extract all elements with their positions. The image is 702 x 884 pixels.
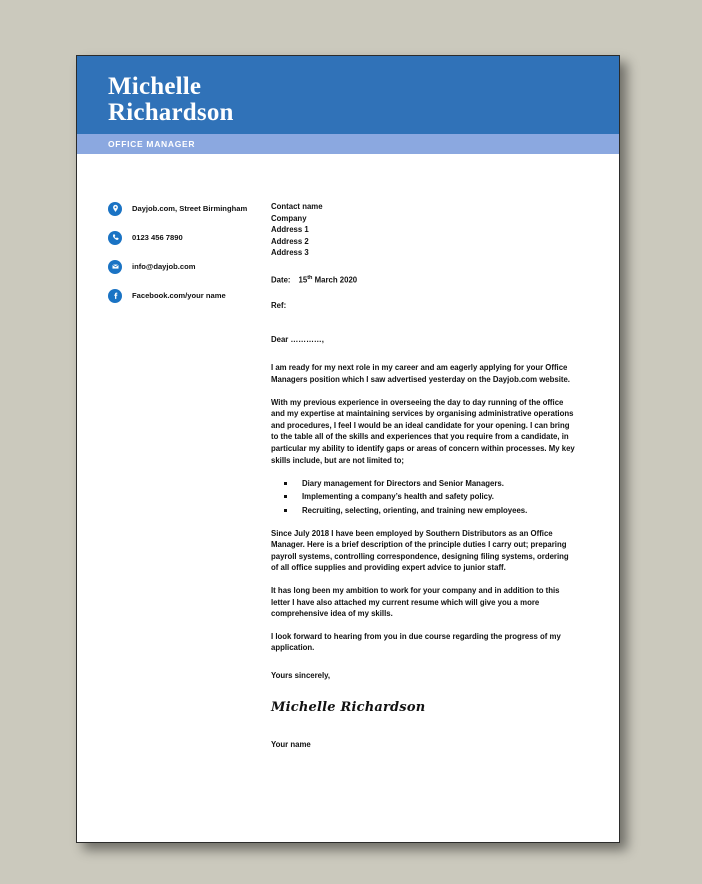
- contact-row: [108, 201, 271, 216]
- date-line: [271, 273, 575, 286]
- date-month-year: March 2020: [314, 275, 358, 285]
- closing-salutation: Yours sincerely,: [271, 671, 331, 681]
- location-pin-icon: [108, 202, 122, 216]
- paragraph-2: With my previous experience in overseeing the day to day running of the office and my expertise at maintaining services by organising administrative operations and procedures, I feel I would be an ideal candidate for your opening. I can bring to the table all of the skills and experiences that you require from a candidate, in particular my ability to identify gaps or areas of concern within processes. My key skills include, but are not limited to;: [271, 397, 575, 465]
- contact-column: [77, 201, 271, 750]
- salutation: Dear …………,: [271, 334, 324, 344]
- contact-phone-text: 0123 456 7890: [132, 233, 183, 242]
- recipient-address-1: Address 1: [271, 225, 309, 235]
- paragraph-5: I look forward to hearing from you in due course regarding the progress of my application.: [271, 631, 561, 653]
- recipient-company: Company: [271, 213, 307, 223]
- your-name-label: Your name: [271, 739, 311, 749]
- recipient-address-2: Address 2: [271, 236, 309, 246]
- recipient-contact-name: Contact name: [271, 202, 323, 211]
- skills-list: [271, 477, 575, 517]
- ref-line: Ref:: [271, 301, 287, 311]
- date-ordinal: th: [307, 274, 313, 281]
- phone-icon: [108, 231, 122, 245]
- recipient-address-3: Address 3: [271, 248, 309, 258]
- job-title-label: OFFICE MANAGER: [108, 139, 196, 149]
- date-day: 15: [298, 275, 308, 285]
- email-icon: [108, 260, 122, 274]
- facebook-icon: [108, 289, 122, 303]
- job-title-bar: [77, 134, 619, 154]
- list-item: Diary management for Directors and Senior Managers.: [284, 477, 575, 490]
- recipient-address: [271, 201, 575, 259]
- applicant-name-line2: Richardson: [108, 99, 234, 126]
- contact-email-text: info@dayjob.com: [132, 262, 196, 271]
- signature: Michelle Richardson: [271, 699, 426, 715]
- letter-page: [76, 55, 620, 843]
- paragraph-3: Since July 2018 I have been employed by Southern Distributors as an Office Manager. Here is a brief description of the principle duties I carry out; preparing payroll systems, controlling correspondence, designing filing systems, ordering of all office supplies and providing expert advice to junior staff.: [271, 528, 569, 573]
- applicant-name-line1: Michelle: [108, 73, 202, 100]
- contact-row: [108, 288, 271, 303]
- contact-row: [108, 259, 271, 274]
- date-label: Date:: [271, 275, 291, 285]
- list-item: Implementing a company’s health and safety policy.: [284, 490, 575, 503]
- contact-address-text: Dayjob.com, Street Birmingham: [132, 204, 248, 213]
- paragraph-1: I am ready for my next role in my career and am eagerly applying for your Office Managers position which I saw advertised yesterday on the Dayjob.com website.: [271, 363, 570, 384]
- contact-facebook-text: Facebook.com/your name: [132, 291, 226, 300]
- letter-column: [271, 201, 619, 750]
- paragraph-4: It has long been my ambition to work for your company and in addition to this letter I have also attached my current resume which will give you a more comprehensive idea of my skills.: [271, 586, 560, 619]
- letter-body: [77, 154, 619, 750]
- header-banner: [77, 56, 619, 134]
- list-item: Recruiting, selecting, orienting, and training new employees.: [284, 504, 575, 517]
- contact-row: [108, 230, 271, 245]
